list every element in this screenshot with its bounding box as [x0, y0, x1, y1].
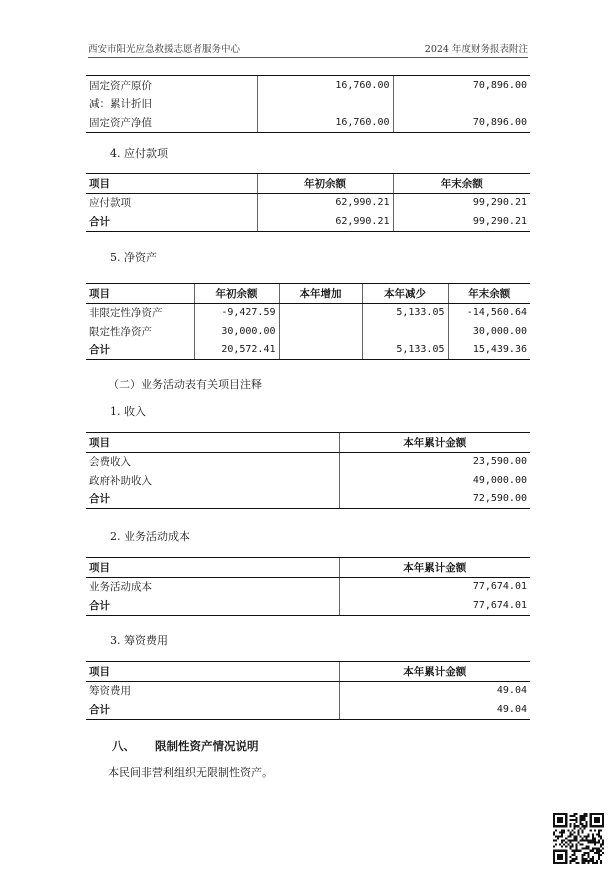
section-heading-title: 限制性资产情况说明: [155, 739, 259, 753]
row-label: 合计: [86, 490, 339, 509]
cell-value: 30,000.00: [448, 322, 530, 341]
cell-value: 16,760.00: [257, 113, 393, 132]
row-label: 限定性净资产: [89, 325, 152, 338]
total-row: [86, 596, 530, 615]
cell-value: 62,990.21: [257, 193, 393, 212]
table-row: [86, 577, 530, 596]
page-header: [88, 41, 528, 58]
column-header: 项目: [86, 558, 339, 578]
header-report-title: 2024 年度财务报表附注: [424, 44, 528, 55]
cell-value: [362, 322, 448, 341]
cell-value: -9,427.59: [194, 303, 279, 322]
cell-value: [279, 322, 362, 341]
restricted-assets-note: 本民间非营利组织无限制性资产。: [108, 766, 273, 779]
section-title: 1. 收入: [110, 405, 146, 418]
section-heading: [112, 738, 259, 754]
cell-value: 20,572.41: [194, 341, 279, 360]
total-row: [86, 490, 530, 509]
section-title: 5. 净资产: [110, 251, 157, 264]
column-header: 本年减少: [362, 284, 448, 304]
column-header: 本年累计金额: [339, 558, 530, 578]
row-label: 应付款项: [89, 197, 131, 210]
row-label: 减：累计折旧: [89, 98, 152, 111]
section-title: 2. 业务活动成本: [110, 530, 190, 543]
row-label: 筹资费用: [89, 685, 131, 698]
table-header-row: [86, 558, 530, 578]
row-label: 政府补助收入: [89, 474, 152, 487]
cell-value: 16,760.00: [257, 76, 393, 95]
cell-value: 99,290.21: [393, 193, 530, 212]
section-heading: （二）业务活动表有关项目注释: [108, 378, 262, 391]
cell-value: [393, 95, 530, 114]
row-label: 非限定性净资产: [89, 307, 163, 320]
cell-value: 70,896.00: [393, 113, 530, 132]
table-header-row: [86, 174, 530, 194]
column-header: 本年增加: [279, 284, 362, 304]
qr-code: [553, 813, 604, 864]
table-row: [86, 471, 530, 490]
total-row: [86, 700, 530, 719]
row-label: 合计: [86, 700, 339, 719]
row-label: 合计: [86, 596, 339, 615]
table-row: [86, 193, 530, 212]
table-row: [86, 113, 530, 132]
cell-value: -14,560.64: [448, 303, 530, 322]
cell-value: 99,290.21: [393, 212, 530, 231]
row-label: 固定资产原价: [86, 76, 257, 95]
table-header-row: [86, 433, 530, 453]
table-row: [86, 95, 530, 114]
cell-value: [257, 95, 393, 114]
table-row: [86, 76, 530, 95]
row-label: 会费收入: [89, 456, 131, 469]
cell-value: 23,590.00: [339, 452, 530, 471]
cell-value: 49.04: [339, 700, 530, 719]
column-header: 项目: [86, 174, 257, 194]
net-assets-table: [86, 283, 530, 360]
cell-value: [279, 303, 362, 322]
header-org-name: 西安市阳光应急救援志愿者服务中心: [88, 44, 241, 55]
payables-table: [86, 173, 530, 232]
row-label: 固定资产净值: [86, 113, 257, 132]
table-row: [86, 681, 530, 700]
cell-value: 49,000.00: [339, 471, 530, 490]
fundraising-table: [86, 661, 530, 720]
fixed-assets-table: [86, 75, 530, 133]
section-title: 3. 筹资费用: [110, 634, 168, 647]
column-header: 项目: [86, 284, 194, 304]
section-title: 4. 应付款项: [110, 147, 168, 160]
table-row: [86, 303, 530, 322]
income-table: [86, 432, 530, 509]
cell-value: 15,439.36: [448, 341, 530, 360]
column-header: 年初余额: [257, 174, 393, 194]
cell-value: 77,674.01: [339, 596, 530, 615]
total-row: [86, 341, 530, 360]
cell-value: 70,896.00: [393, 76, 530, 95]
cell-value: 5,133.05: [362, 341, 448, 360]
column-header: 年初余额: [194, 284, 279, 304]
cell-value: 72,590.00: [339, 490, 530, 509]
business-cost-table: [86, 557, 530, 616]
column-header: 年末余额: [393, 174, 530, 194]
table-header-row: [86, 284, 530, 304]
cell-value: 5,133.05: [362, 303, 448, 322]
column-header: 本年累计金额: [339, 662, 530, 682]
cell-value: 49.04: [339, 681, 530, 700]
column-header: 项目: [86, 662, 339, 682]
cell-value: 62,990.21: [257, 212, 393, 231]
cell-value: 30,000.00: [194, 322, 279, 341]
row-label: 合计: [86, 212, 257, 231]
column-header: 年末余额: [448, 284, 530, 304]
cell-value: 77,674.01: [339, 577, 530, 596]
table-row: [86, 322, 530, 341]
section-number: 八、: [112, 739, 135, 753]
table-header-row: [86, 662, 530, 682]
total-row: [86, 212, 530, 231]
table-row: [86, 452, 530, 471]
row-label: 业务活动成本: [89, 581, 152, 594]
cell-value: [279, 341, 362, 360]
column-header: 本年累计金额: [339, 433, 530, 453]
row-label: 合计: [86, 341, 194, 360]
column-header: 项目: [86, 433, 339, 453]
